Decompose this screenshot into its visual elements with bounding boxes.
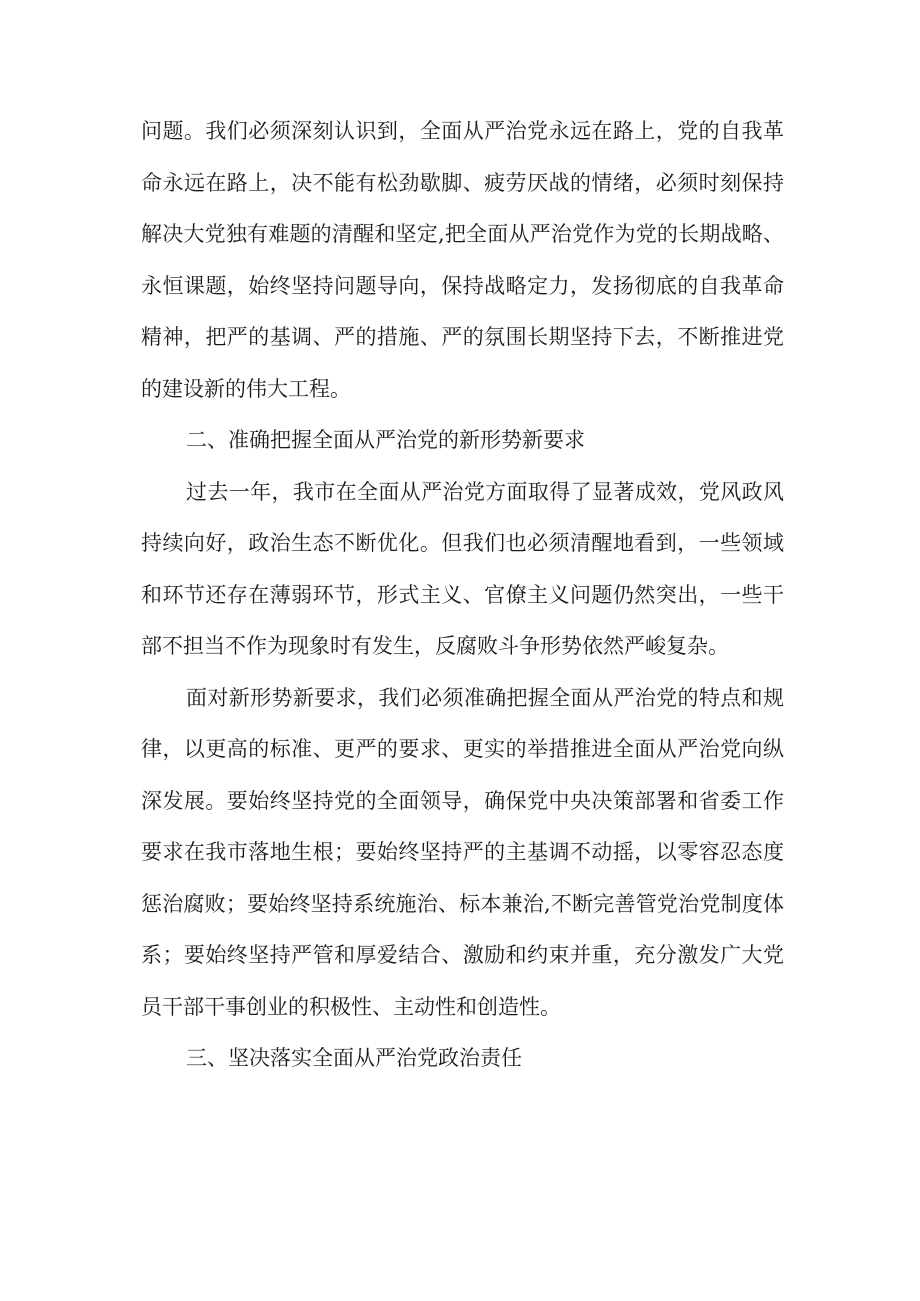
paragraph-past-year: 过去一年，我市在全面从严治党方面取得了显著成效，党风政风持续向好，政治生态不断优化。但我们也必须清醒地看到，一些领域和环节还存在薄弱环节，形式主义、官僚主义问题仍然突出，一些干部不担当不作为现象时有发生，反腐败斗争形势依然严峻复杂。 xyxy=(141,479,784,658)
section-heading-3: 三、坚决落实全面从严治党政治责任 xyxy=(186,1046,522,1070)
document-body xyxy=(141,106,784,1085)
paragraph-new-requirements: 面对新形势新要求，我们必须准确把握全面从严治党的特点和规律，以更高的标准、更严的要求、更实的举措推进全面从严治党向纵深发展。要始终坚持党的全面领导，确保党中央决策部署和省委工作要求在我市落地生根；要始终坚持严的主基调不动摇，以零容忍态度惩治腐败；要始终坚持系统施治、标本兼治,不断完善管党治党制度体系；要始终坚持严管和厚爱结合、激励和约束并重，充分激发广大党员干部干事创业的积极性、主动性和创造性。 xyxy=(141,685,784,1019)
paragraph-continuation: 问题。我们必须深刻认识到，全面从严治党永远在路上，党的自我革命永远在路上，决不能有松劲歇脚、疲劳厌战的情绪，必须时刻保持解决大党独有难题的清醒和坚定,把全面从严治党作为党的长期战略、永恒课题，始终坚持问题导向，保持战略定力，发扬彻底的自我革命精神，把严的基调、严的措施、严的氛围长期坚持下去，不断推进党的建设新的伟大工程。 xyxy=(141,119,784,401)
section-heading-2: 二、准确把握全面从严治党的新形势新要求 xyxy=(186,428,585,452)
